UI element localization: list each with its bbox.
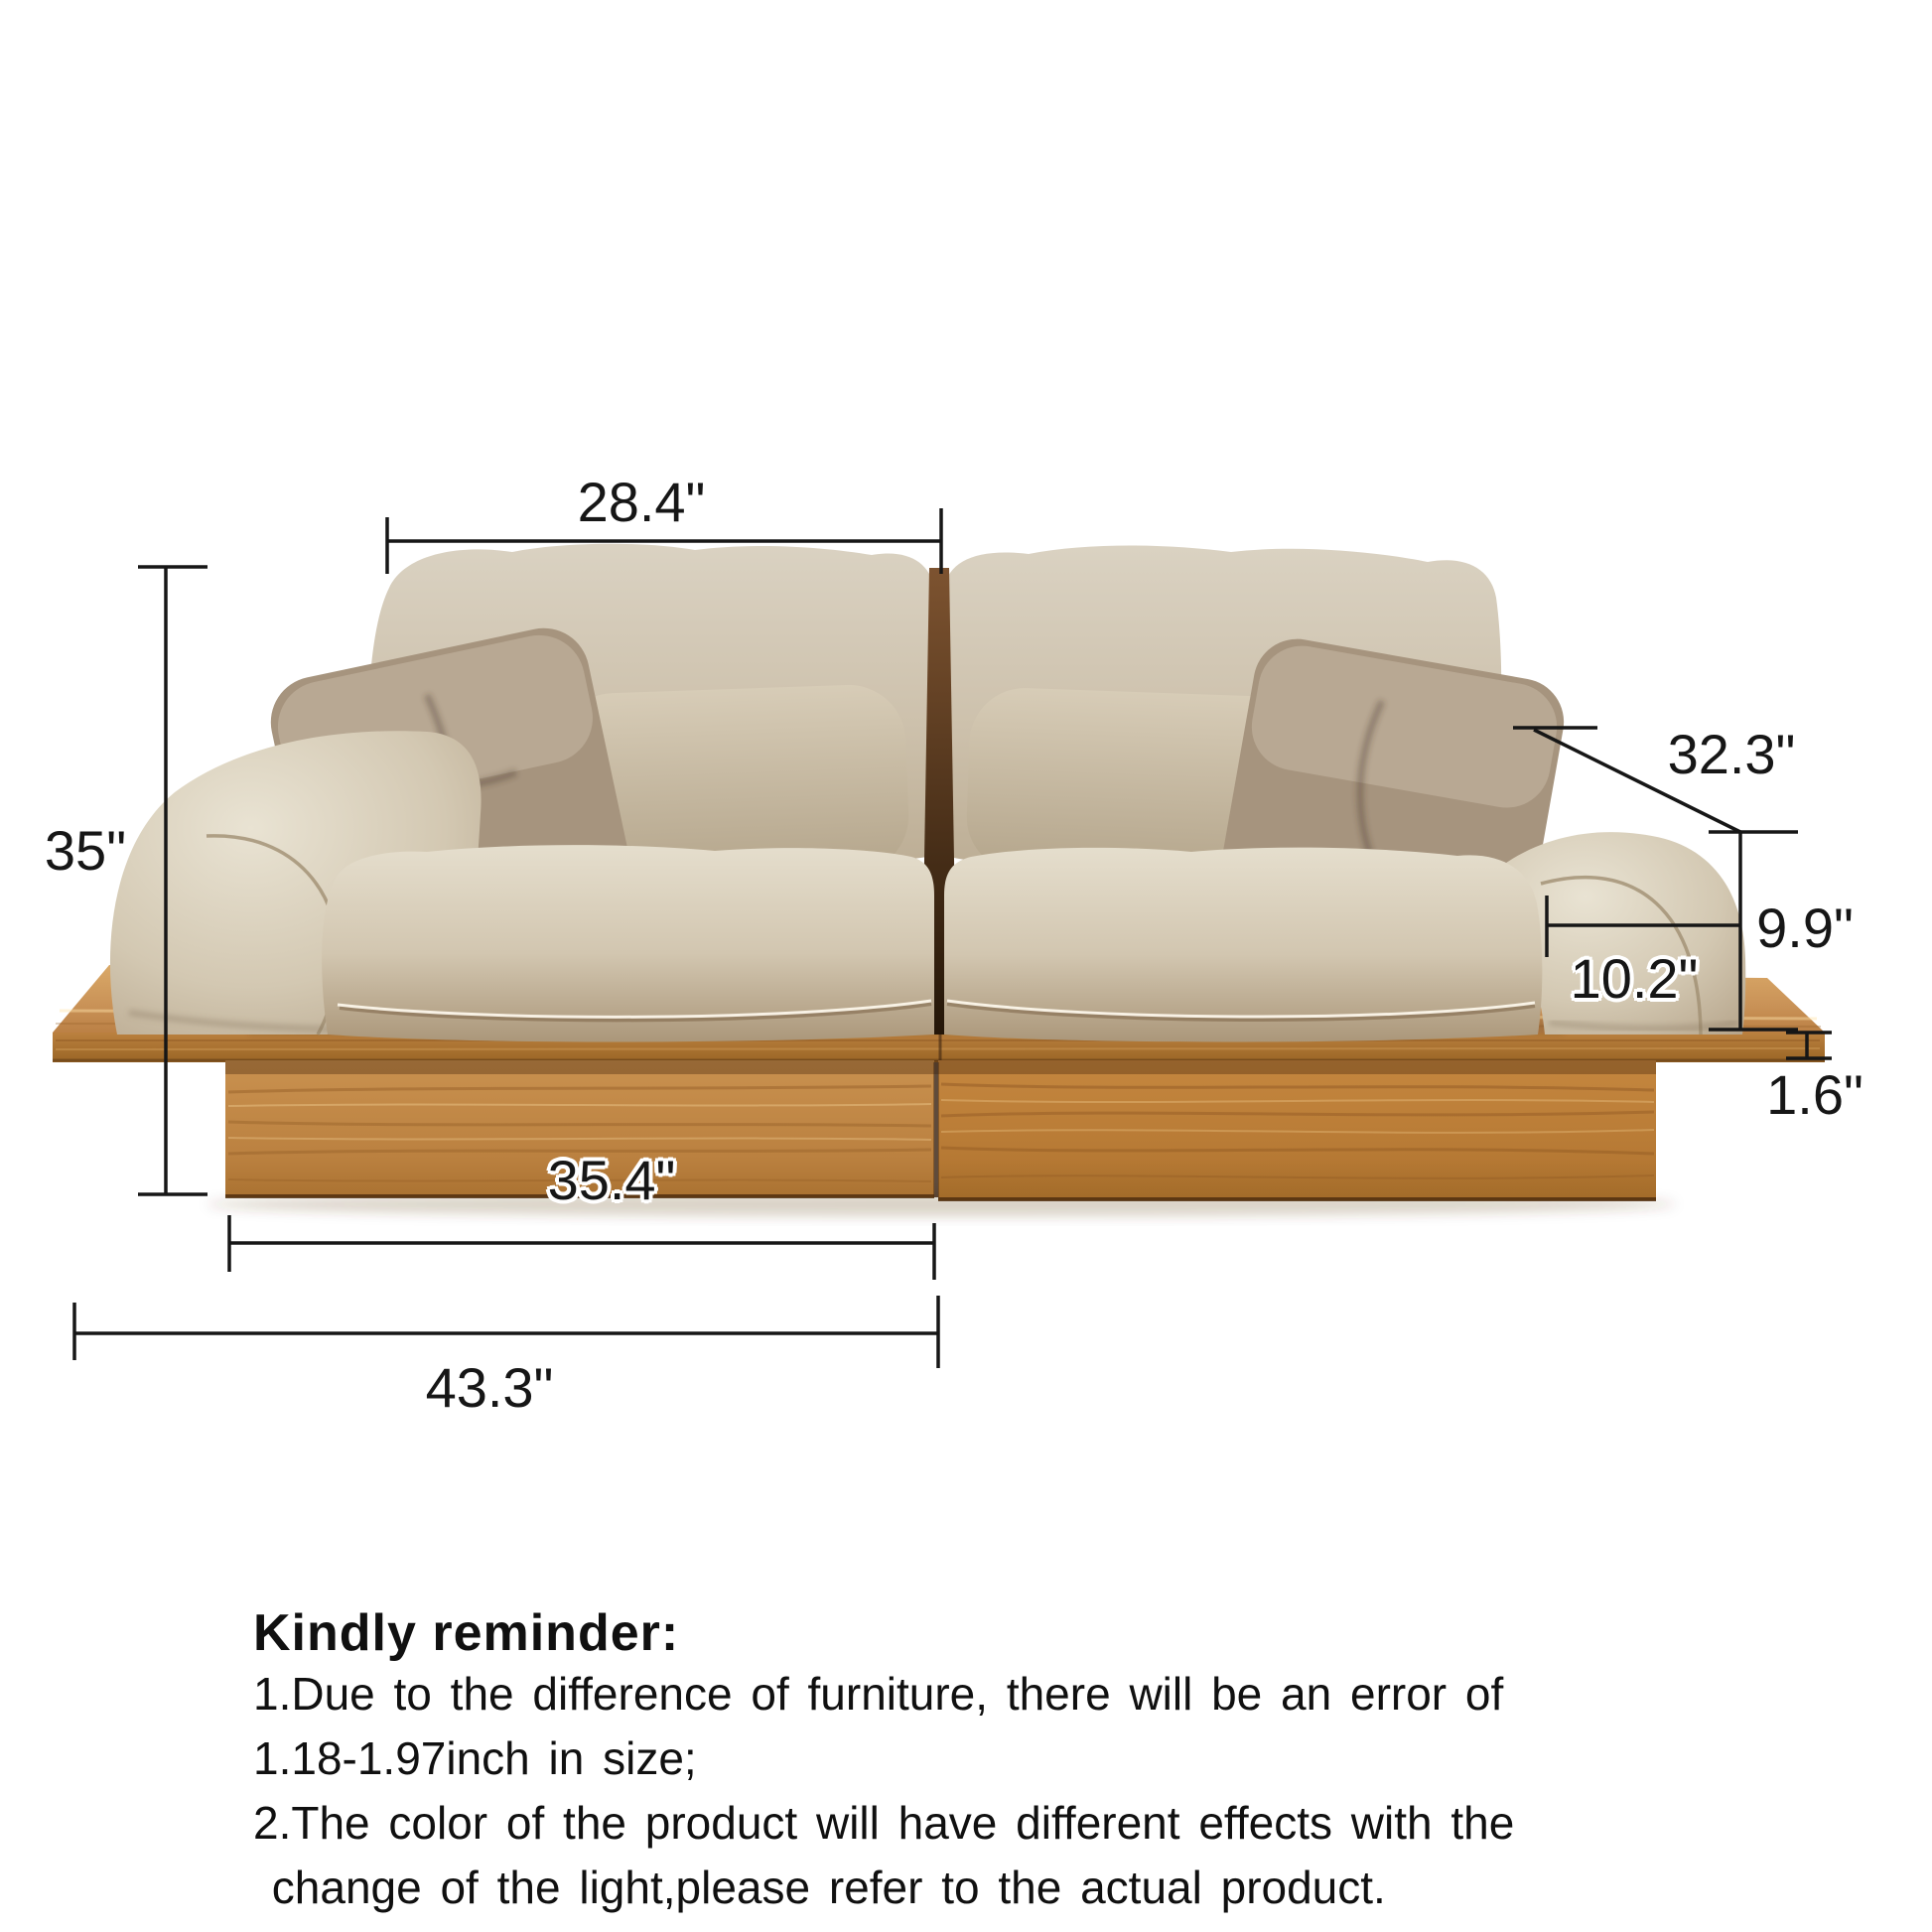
dimension-armrest-height-label: 9.9": [1756, 897, 1854, 959]
dimension-overall-height-label: 35": [44, 819, 127, 882]
wood-base-right: [938, 1060, 1656, 1200]
dimension-base-width-label: 35.4": [547, 1149, 676, 1211]
reminder-line-2: 1.18-1.97inch in size;: [253, 1732, 697, 1784]
reminder-line-4: change of the light,please refer to the actual product.: [253, 1862, 1386, 1913]
reminder-title: Kindly reminder:: [253, 1604, 680, 1662]
kindly-reminder-block: [253, 1604, 1802, 1920]
reminder-line-1: 1.Due to the difference of furniture, there will be an error of: [253, 1668, 1504, 1720]
dimension-platform-thickness-label: 1.6": [1766, 1063, 1863, 1126]
dimension-armrest-width-label: 10.2": [1570, 947, 1699, 1010]
dimension-platform-width-label: 43.3": [425, 1356, 554, 1419]
base-top-shadow: [225, 1060, 1656, 1074]
seat-cushion-right: [944, 848, 1542, 1042]
reminder-line-3: 2.The color of the product will have different effects with the: [253, 1797, 1515, 1849]
seat-cushion-left: [322, 845, 934, 1041]
dimension-overall-depth-label: 32.3": [1667, 723, 1796, 785]
dimension-back-cushion-width-label: 28.4": [577, 471, 706, 533]
